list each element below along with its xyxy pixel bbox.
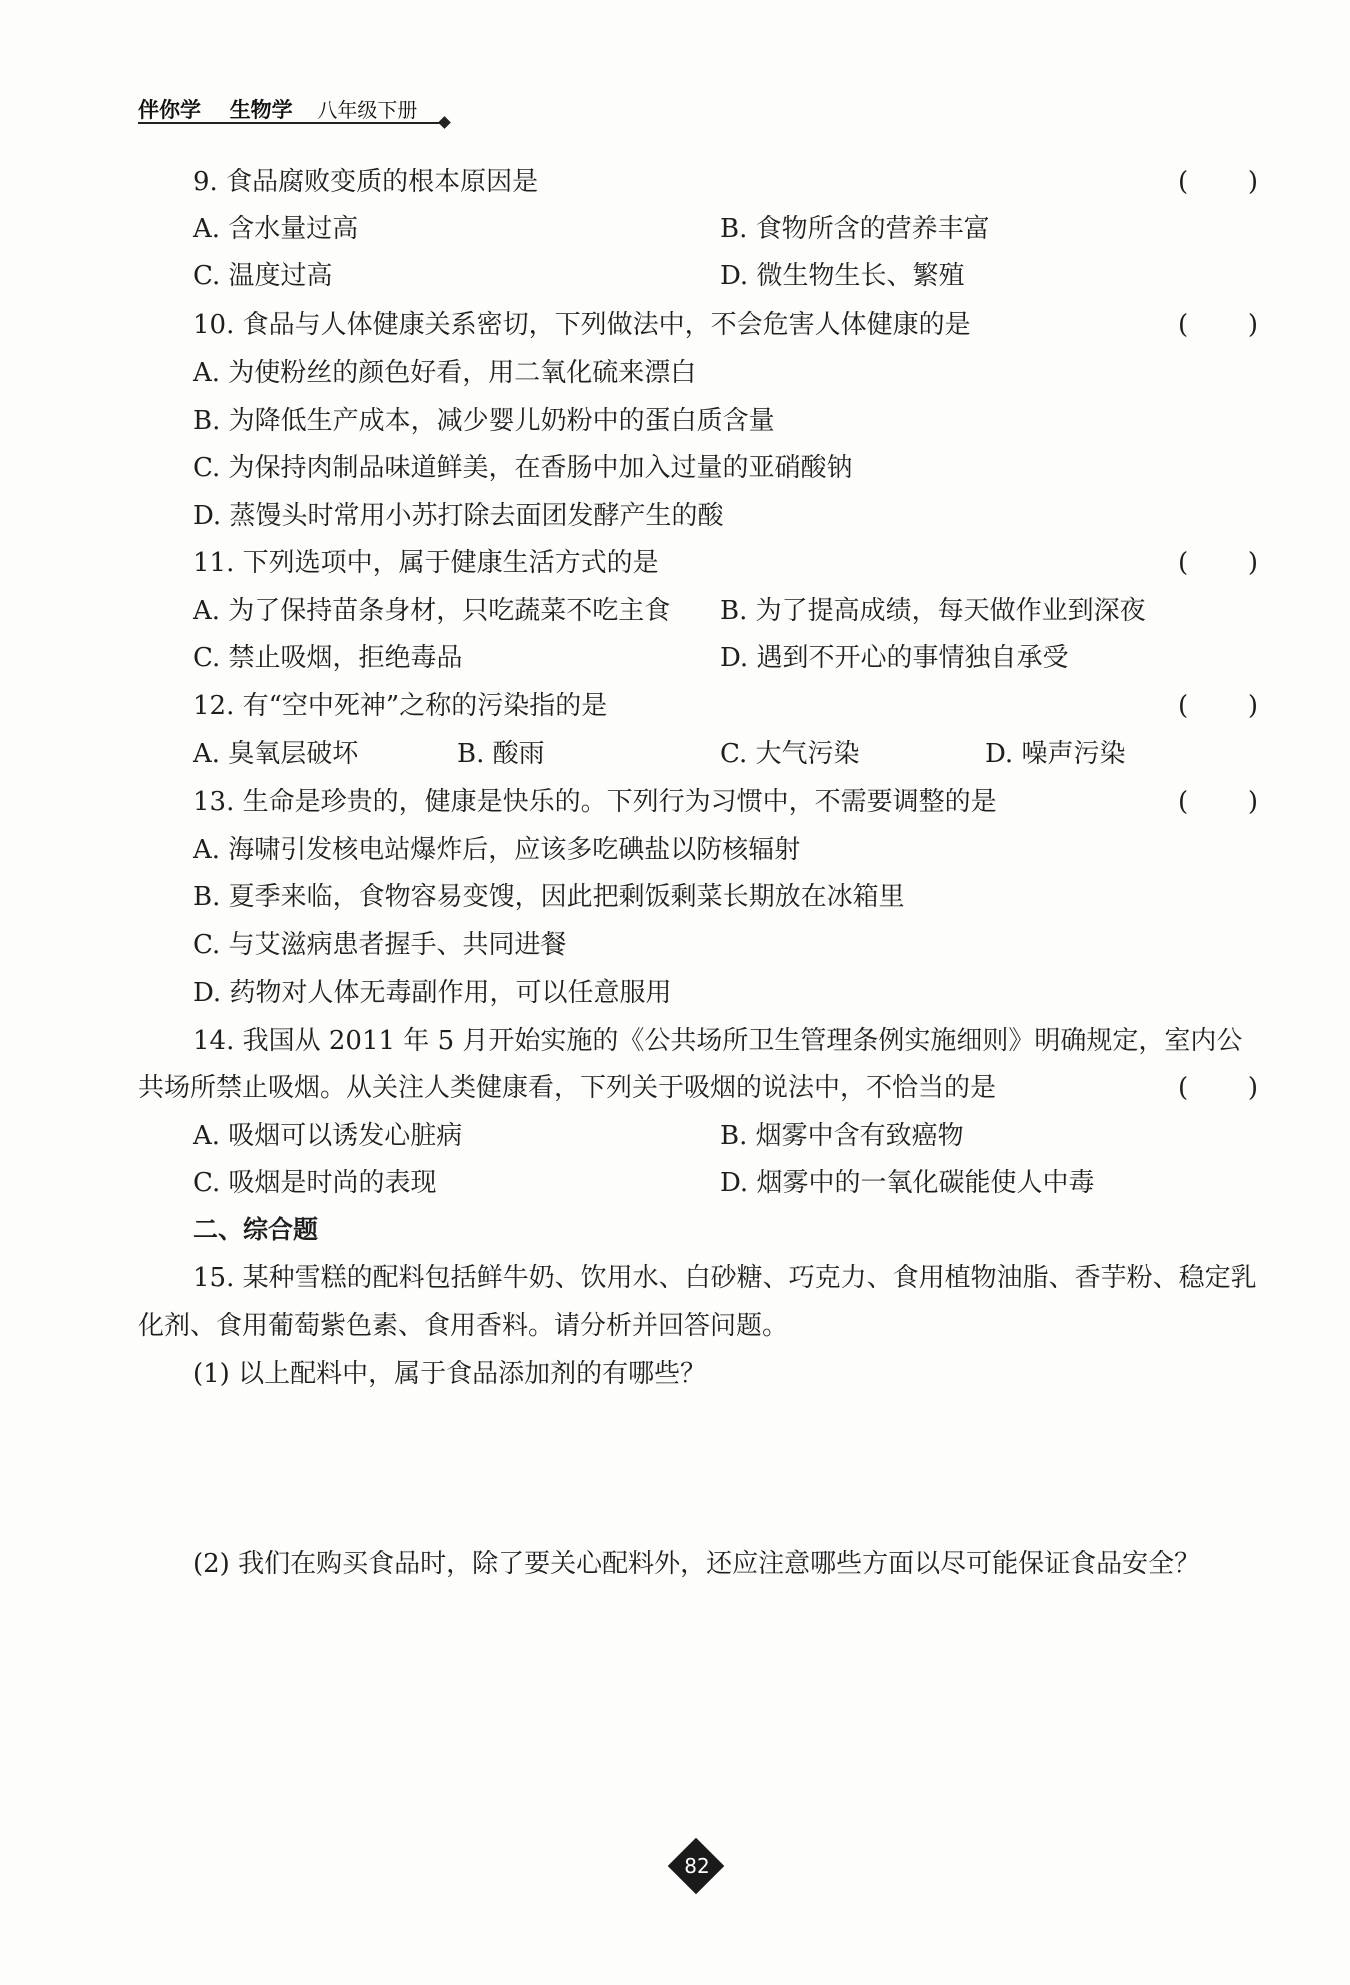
paren-open: ( [1178, 787, 1189, 817]
q10-option-c: C. 为保持肉制品味道鲜美，在香肠中加入过量的亚硝酸钠 [193, 453, 853, 483]
q10-option-d: D. 蒸馒头时常用小苏打除去面团发酵产生的酸 [193, 501, 724, 531]
q11-option-d: D. 遇到不开心的事情独自承受 [720, 643, 1069, 673]
q11-option-a: A. 为了保持苗条身材，只吃蔬菜不吃主食 [193, 596, 671, 626]
running-header [138, 94, 417, 124]
q13-option-a: A. 海啸引发核电站爆炸后，应该多吃碘盐以防核辐射 [193, 835, 801, 865]
section-title: 二、综合题 [193, 1215, 319, 1244]
q9-option-a: A. 含水量过高 [193, 214, 359, 244]
header-grade: 八年级下册 [317, 98, 418, 122]
page-number: 82 [684, 1854, 710, 1878]
q13-option-c: C. 与艾滋病患者握手、共同进餐 [193, 930, 567, 960]
paren-close: ) [1247, 167, 1258, 197]
q11-option-c: C. 禁止吸烟，拒绝毒品 [193, 643, 463, 673]
q12-option-a: A. 臭氧层破坏 [193, 739, 359, 769]
q9-option-d: D. 微生物生长、繁殖 [720, 261, 965, 291]
q15-sub-question-1: (1) 以上配料中，属于食品添加剂的有哪些？ [193, 1359, 707, 1389]
paren-close: ) [1247, 1073, 1258, 1103]
q10-answer-paren[interactable] [1178, 309, 1258, 341]
q10-stem: 10. 食品与人体健康关系密切，下列做法中，不会危害人体健康的是 [193, 310, 971, 340]
q9-stem: 9. 食品腐败变质的根本原因是 [193, 167, 539, 197]
header-diamond-icon [438, 116, 451, 129]
header-rule [138, 122, 440, 124]
q15-stem-line1: 15. 某种雪糕的配料包括鲜牛奶、饮用水、白砂糖、巧克力、食用植物油脂、香芋粉、稳定乳 [193, 1263, 1257, 1293]
paren-close: ) [1247, 787, 1258, 817]
paren-open: ( [1178, 548, 1189, 578]
header-subject: 生物学 [229, 98, 293, 122]
paren-close: ) [1247, 548, 1258, 578]
q10-option-a: A. 为使粉丝的颜色好看，用二氧化硫来漂白 [193, 358, 697, 388]
q15-sub-question-2: (2) 我们在购买食品时，除了要关心配料外，还应注意哪些方面以尽可能保证食品安全？ [193, 1549, 1201, 1579]
q11-option-b: B. 为了提高成绩，每天做作业到深夜 [720, 596, 1146, 626]
paren-open: ( [1178, 1073, 1189, 1103]
paren-open: ( [1178, 167, 1189, 197]
q13-option-b: B. 夏季来临，食物容易变馊，因此把剩饭剩菜长期放在冰箱里 [193, 882, 905, 912]
q14-option-d: D. 烟雾中的一氧化碳能使人中毒 [720, 1168, 1095, 1198]
paren-close: ) [1247, 310, 1258, 340]
q12-option-b: B. 酸雨 [457, 739, 545, 769]
q9-answer-paren[interactable] [1178, 166, 1258, 198]
q14-option-b: B. 烟雾中含有致癌物 [720, 1121, 964, 1151]
q12-option-d: D. 噪声污染 [985, 739, 1126, 769]
q13-option-d: D. 药物对人体无毒副作用，可以任意服用 [193, 978, 672, 1008]
paren-open: ( [1178, 310, 1189, 340]
q14-option-a: A. 吸烟可以诱发心脏病 [193, 1121, 463, 1151]
q10-option-b: B. 为降低生产成本，减少婴儿奶粉中的蛋白质含量 [193, 406, 775, 436]
q11-stem: 11. 下列选项中，属于健康生活方式的是 [193, 548, 659, 578]
q12-stem: 12. 有“空中死神”之称的污染指的是 [193, 691, 608, 721]
q9-option-b: B. 食物所含的营养丰富 [720, 214, 990, 244]
page-number-badge [672, 1842, 722, 1892]
q14-answer-paren[interactable] [1178, 1072, 1258, 1104]
q13-answer-paren[interactable] [1178, 786, 1258, 818]
q14-stem-line2: 共场所禁止吸烟。从关注人类健康看，下列关于吸烟的说法中，不恰当的是 [138, 1073, 997, 1103]
q13-stem: 13. 生命是珍贵的，健康是快乐的。下列行为习惯中，不需要调整的是 [193, 787, 997, 817]
q11-answer-paren[interactable] [1178, 547, 1258, 579]
paren-close: ) [1247, 691, 1258, 721]
q9-option-c: C. 温度过高 [193, 261, 333, 291]
paren-open: ( [1178, 691, 1189, 721]
header-brand: 伴你学 [138, 98, 201, 122]
q14-stem-line1: 14. 我国从 2011 年 5 月开始实施的《公共场所卫生管理条例实施细则》明确规定，室内公 [193, 1026, 1243, 1056]
q12-option-c: C. 大气污染 [720, 739, 860, 769]
q12-answer-paren[interactable] [1178, 690, 1258, 722]
q14-option-c: C. 吸烟是时尚的表现 [193, 1168, 437, 1198]
q15-stem-line2: 化剂、食用葡萄紫色素、食用香料。请分析并回答问题。 [138, 1311, 789, 1341]
